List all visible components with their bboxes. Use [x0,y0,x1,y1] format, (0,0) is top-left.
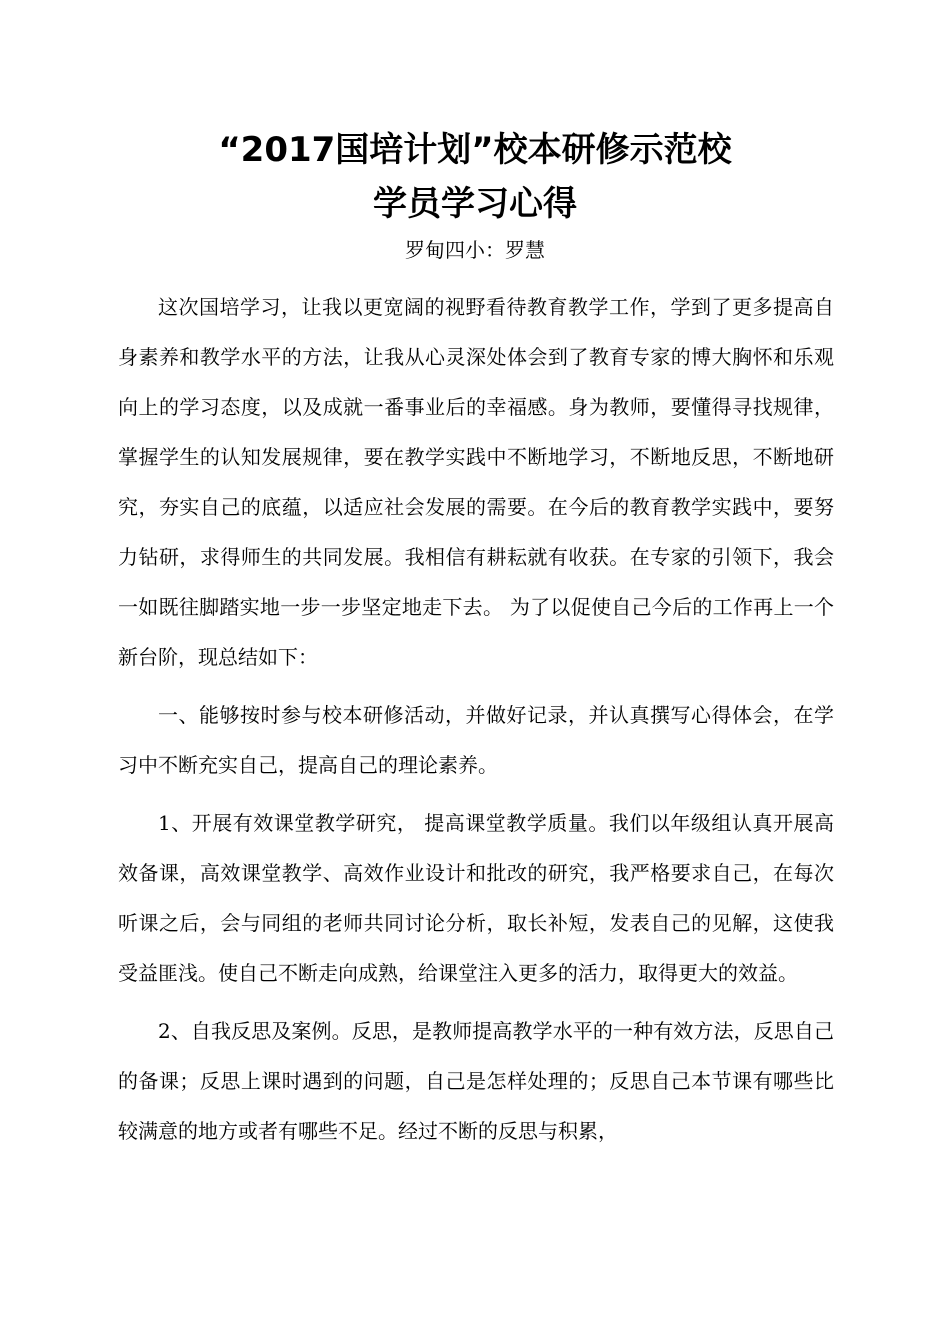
paragraph-item-2: 2、自我反思及案例。反思，是教师提高教学水平的一种有效方法，反思自己的备课；反思上课时遇到的问题，自己是怎样处理的；反思自己本节课有哪些比较满意的地方或者有哪些不足。经过不断的反思与积累， [118,1019,834,1143]
paragraph-section-1: 一、能够按时参与校本研修活动，并做好记录，并认真撰写心得体会，在学习中不断充实自己，提高自己的理论素养。 [118,703,834,777]
author-line: 罗甸四小：罗慧 [405,238,545,262]
paragraph-item-1: 1、开展有效课堂教学研究， 提高课堂教学质量。我们以年级组认真开展高效备课，高效课堂教学、高效作业设计和批改的研究，我严格要求自己，在每次听课之后，会与同组的老师共同讨论分析，取长补短，发表自己的见解，这使我受益匪浅。使自己不断走向成熟，给课堂注入更多的活力，取得更大的效益。 [118,811,834,985]
paragraph-intro: 这次国培学习，让我以更宽阔的视野看待教育教学工作，学到了更多提高自身素养和教学水平的方法，让我从心灵深处体会到了教育专家的博大胸怀和乐观向上的学习态度，以及成就一番事业后的幸福感。身为教师，要懂得寻找规律，掌握学生的认知发展规律，要在教学实践中不断地学习，不断地反思，不断地研究，夯实自己的底蕴，以适应社会发展的需要。在今后的教育教学实践中，要努力钻研，求得师生的共同发展。我相信有耕耘就有收获。在专家的引领下，我会一如既往脚踏实地一步一步坚定地走下去。 为了以促使自己今后的工作再上一个新台阶，现总结如下： [118,295,834,669]
document-body [118,282,834,1156]
document-title-line-2: 学员学习心得 [373,184,577,224]
document-title-line-1: “2017国培计划”校本研修示范校 [218,130,732,170]
